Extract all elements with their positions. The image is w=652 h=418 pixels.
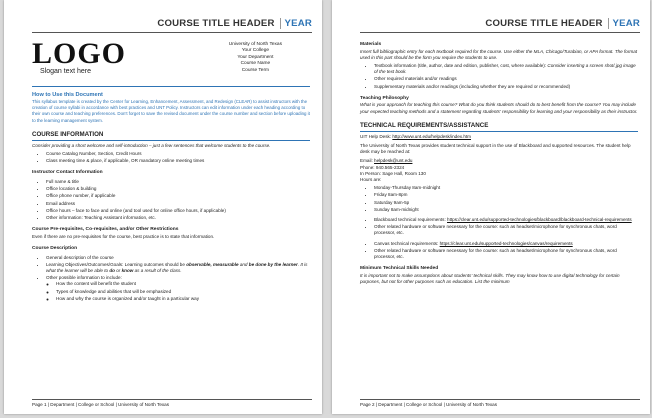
list-item: • Saturday 9am-5p [374, 200, 638, 206]
sub-list-item: ◦ Types of knowledge and abilities that will be emphasized [56, 289, 310, 295]
header-rule [32, 32, 312, 33]
page-1 [4, 0, 322, 414]
list-item [374, 241, 638, 247]
how-to-heading: How to Use this Document [32, 92, 103, 98]
sublist [46, 281, 310, 302]
list-item: • Other required materials and/or readings [374, 76, 638, 82]
list-item: • Other related hardware or software necessary for the course: such as headset/microphone for synchronous chats, word processor, etc. [374, 248, 638, 260]
phone-line: Phone: 940.565-2324 [360, 164, 405, 170]
list-item: • Monday-Thursday 8am-midnight [374, 185, 638, 191]
heading-rule [32, 140, 310, 141]
course-info-intro: Consider providing a short welcome and self-introduction – just a few sentences that welcome students to the course. [32, 142, 271, 148]
description-list [32, 255, 310, 302]
text-run: know [121, 268, 134, 274]
tech-body: The University of North Texas provides student technical support in the use of Blackboard and supported resources. The student help desk may be reached at: [360, 143, 631, 155]
tech-heading: TECHNICAL REQUIREMENTS/ASSISTANCE [360, 121, 489, 129]
list-item [374, 217, 638, 223]
hours-label: Hours are: [360, 177, 382, 183]
heading-rule [360, 131, 638, 132]
text-run: observable, measurable [186, 261, 239, 267]
text-run: Learning Objectives/Outcomes/Goals: Learning outcomes should be [46, 261, 187, 267]
contact-line: Course Name [240, 61, 271, 67]
text-run: be done by the learner [248, 261, 298, 267]
text-run: or [114, 268, 122, 274]
page-footer: Page 2 | Department | College or School | University of North Texas [360, 399, 640, 407]
email-label: Email: [360, 158, 375, 164]
helpdesk-label: UIT Help Desk: [360, 133, 393, 139]
email-link[interactable]: helpdesk@unt.edu [374, 158, 413, 164]
how-to-body: This syllabus template is created by the Center for Learning, Enhancement, Assessment, and Redesign (CLEAR) to assist instructors with the creation of course syllabi in accordance with best practices and UNT Policy. Instructors can edit information under each heading according to their own course and teaching preferences. Don't forget to save the revised document under the course number and section before uploading it to the learning management system. [32, 99, 310, 123]
page-header [485, 18, 640, 29]
list-item: • Class meeting time & place, if applicable, OR mandatory online meeting times [46, 158, 310, 164]
philosophy-heading: Teaching Philosophy [360, 95, 409, 101]
header-year: YEAR [608, 18, 640, 29]
list-item-label: Other possible information to include: [46, 275, 122, 281]
header-rule [360, 32, 640, 33]
list-item: • Other information: Teaching Assistant information, etc. [46, 215, 310, 221]
header-title: COURSE TITLE HEADER [157, 18, 275, 29]
list-item: • Other related hardware or software necessary for the course: such as headset/microphone for synchronous chats, word processor, etc. [374, 224, 638, 236]
hours-list [360, 185, 638, 213]
contact-line: Course Term [241, 67, 270, 73]
min-skills-body: It is important not to make assumptions about students' technical skills. They may know how to use digital technology for certain purposes, but not for other purposes such as education. List the minimum [360, 272, 620, 285]
list-item: • Sunday 8am-midnight [374, 207, 638, 213]
materials-intro: Insert full bibliographic entry for each textbook required for the course. Use either the MLA, Chicago/Turabian, or APA format. The format used in this part should be the form you require the students to use. [360, 48, 638, 60]
header-year: YEAR [280, 18, 312, 29]
divider [32, 86, 310, 87]
blackboard-list [360, 217, 638, 237]
list-item [374, 63, 638, 75]
page-1-content [32, 37, 310, 303]
list-item: • General description of the course [46, 255, 310, 261]
text-run: as a result of the class. [133, 268, 182, 274]
text-run: Blackboard technical requirements: [374, 217, 448, 223]
canvas-list [360, 241, 638, 261]
header-title: COURSE TITLE HEADER [485, 18, 603, 29]
list-item: • Supplementary materials and/or readings (including whether they are required or recommended) [374, 84, 638, 90]
list-item: • Office location & building [46, 186, 310, 192]
list-item [46, 275, 310, 302]
logo: LOGO [32, 37, 127, 70]
course-info-heading: COURSE INFORMATION [32, 130, 104, 138]
contact-line: Your College [241, 48, 270, 54]
logo-block [32, 37, 310, 82]
text-run: and [238, 261, 249, 267]
contact-line: University of North Texas [228, 42, 282, 47]
instructor-list [32, 179, 310, 221]
philosophy-body: What is your approach for teaching this course? What do you think students should do to best benefit from the course? You may include your expected teaching methods and a statement regarding students' responsibility for learning and your responsibility as their instructor. [360, 102, 638, 114]
contact-line: Your Department [237, 54, 274, 60]
page-footer: Page 1 | Department | College or School | University of North Texas [32, 399, 312, 407]
helpdesk-link[interactable]: http://www.unt.edu/helpdesk/index.htm [392, 133, 471, 139]
course-info-list [32, 151, 310, 164]
list-item: • Office hours – face to face and online (and tool used for online office hours, if applicable) [46, 208, 310, 214]
list-item: • Office phone number, if applicable [46, 193, 310, 199]
prereq-body: Even if there are no pre-requisites for the course, best practice is to state that information. [32, 233, 215, 239]
list-item [46, 262, 310, 274]
sub-list-item: ◦ How and why the course is organized and/or taught in a particular way [56, 296, 310, 302]
materials-heading: Materials [360, 42, 382, 47]
blackboard-link[interactable]: https://clear.unt.edu/supported-technologies/blackboard/blackboard-technical-requirements [447, 217, 632, 223]
page-2 [332, 0, 650, 414]
canvas-link[interactable]: https://clear.unt.edu/supported-technologies/canvas/requirements [439, 240, 573, 246]
text-run: Consider inserting a screen shot/.jpg image of the text book. [374, 63, 636, 75]
list-item: • Friday 8am-8pm [374, 192, 638, 198]
text-run: Textbook information (title, author, date and edition, publisher, cost, where available): [374, 63, 548, 68]
min-skills-heading: Minimum Technical Skills Needed [360, 266, 439, 272]
materials-list [360, 63, 638, 90]
contact-block [229, 42, 282, 74]
text-run: . It is what the learner will be able to [46, 261, 308, 274]
prereq-heading: Course Pre-requisites, Co-requisites, and/or Other Restrictions [32, 227, 179, 233]
page-header [157, 18, 312, 29]
slogan: Slogan text here [40, 68, 91, 75]
instructor-heading: Instructor Contact Information [32, 170, 103, 176]
text-run: do [109, 268, 115, 274]
list-item: • Full name & title [46, 179, 310, 185]
text-run: Canvas technical requirements: [374, 240, 440, 246]
page-2-content [360, 40, 638, 285]
list-item: • Email address [46, 201, 310, 207]
in-person-line: In Person: Sage Hall, Room 130 [360, 170, 426, 176]
list-item: • Course Catalog Number, Section, Credit Hours [46, 151, 310, 157]
description-heading: Course Description [32, 246, 78, 252]
sub-list-item: ◦ How the content will benefit the student [56, 281, 310, 287]
